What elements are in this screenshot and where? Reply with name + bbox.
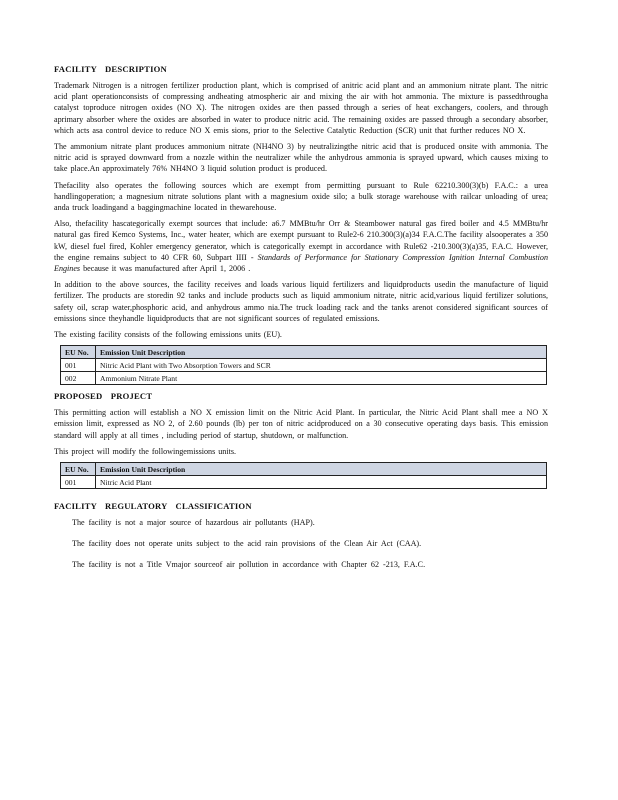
modified-units-table bbox=[60, 462, 547, 489]
document-page bbox=[54, 64, 548, 580]
facility-description-paragraph-2: The ammonium nitrate plant produces ammonium nitrate (NH4NO 3) by neutralizingthe nitric acid that is produced onsite with ammonia. The nitric acid is sprayed downward from a nozzle within the neutralizer while the anhydrous ammonia is sprayed upward, which causes mixing to take place.An approximately 76% NH4NO 3 liquid solution product is produced. bbox=[54, 142, 548, 174]
table-cell: 001 bbox=[61, 476, 96, 489]
list-item bbox=[54, 538, 548, 549]
table-row bbox=[61, 372, 547, 385]
facility-description-paragraph-4 bbox=[54, 218, 548, 274]
paragraph-4-italic: Standards of Performance for Stationary Compression Ignition Internal Combustion Engines bbox=[54, 252, 549, 274]
table-cell: Nitric Acid Plant with Two Absorption Towers and SCR bbox=[96, 359, 547, 372]
existing-units-table bbox=[60, 345, 547, 385]
list-item-text: The facility is not a major source of hazardous air pollutants (HAP). bbox=[72, 518, 315, 528]
table-cell: Nitric Acid Plant bbox=[96, 476, 547, 489]
list-item bbox=[54, 517, 548, 528]
paragraph-4-text: Also, thefacility hascategorically exempt sources that include: a6.7 MMBtu/hr Orr & Steambower natural gas fired boiler and 4.5 MMBtu/hr natural gas fired Kemco Systems, Inc., water heater, which are exempt pursuant to Rule2-6 210.300(3)(a)34 F.A.C.The facility alsooperates a 350 kW, diesel fuel fired, Kohler emergency generator, which is categorically exempt in accordance with Rule62 -210.300(3)(a)35, F.A.C. However, the engine remains subject to 40 CFR 60, Subpart IIII - bbox=[54, 219, 548, 262]
proposed-project-heading: PROPOSED PROJECT bbox=[54, 391, 153, 402]
table-cell: Ammonium Nitrate Plant bbox=[96, 372, 547, 385]
column-header: Emission Unit Description bbox=[96, 463, 547, 476]
table-row bbox=[61, 359, 547, 372]
facility-description-paragraph-6: The existing facility consists of the following emissions units (EU). bbox=[54, 330, 282, 340]
table-cell: 001 bbox=[61, 359, 96, 372]
regulatory-classification-list bbox=[54, 517, 548, 570]
regulatory-classification-heading: FACILITY REGULATORY CLASSIFICATION bbox=[54, 501, 252, 512]
table-header-row bbox=[61, 346, 547, 359]
list-item-text: The facility does not operate units subject to the acid rain provisions of the Clean Air Act (CAA). bbox=[72, 539, 422, 549]
proposed-project-paragraph-2: This project will modify the followingemissions units. bbox=[54, 446, 237, 456]
table-header-row bbox=[61, 463, 547, 476]
list-item-text: The facility is not a Title Vmajor sourceof air pollution in accordance with Chapter 62 -213, F.A.C. bbox=[72, 560, 426, 570]
column-header: EU No. bbox=[61, 346, 96, 359]
column-header: EU No. bbox=[61, 463, 96, 476]
list-item bbox=[54, 559, 548, 570]
table-row bbox=[61, 476, 547, 489]
column-header: Emission Unit Description bbox=[96, 346, 547, 359]
facility-description-paragraph-5: In addition to the above sources, the facility receives and loads various liquid fertilizers and liquidproducts usedin the manufacture of liquid fertilizer. The products are storedin 92 tanks and include products such as liquid ammonium nitrate, nitric acid,various liquid fertilizer solutions, safety oil, scrap water,phosphoric acid, and anhydrous ammo nia.The truck loading rack and the tanks arenot considered significant sources of emissions since theyhandle liquidproducts that are not significant sources of regulated emissions. bbox=[54, 280, 548, 323]
bullet-icon bbox=[54, 517, 72, 528]
paragraph-4-tail: because it was manufactured after April 1, 2006 . bbox=[83, 264, 251, 274]
proposed-project-paragraph-1: This permitting action will establish a NO X emission limit on the Nitric Acid Plant. In particular, the Nitric Acid Plant shall mee a NO X emission limit, expressed as NO 2, of 2.60 pounds (lb) per ton of nitric acidproduced on a 30 consecutive operating days basis. This emission standard will apply at all times , including period of startup, shutdown, or malfunction. bbox=[54, 408, 548, 440]
facility-description-paragraph-3: Thefacility also operates the following sources which are exempt from permitting pursuant to Rule 62210.300(3)(b) F.A.C.: a urea handlingoperation; a magnesium nitrate solutions plant with a magnesium oxide silo; a bulk storage warehouse with railcar unloading of urea; anda truck loadingand a baggingmachine located in thewarehouse. bbox=[54, 180, 548, 213]
table-cell: 002 bbox=[61, 372, 96, 385]
bullet-icon bbox=[54, 538, 72, 549]
facility-description-paragraph-1: Trademark Nitrogen is a nitrogen fertilizer production plant, which is comprised of anitric acid plant and an ammonium nitrate plant. The nitric acid plant operationconsists of compressing andheating atmospheric air and mixing the air with hot ammonia. The mixture is passedthrougha catalyst toproduce nitrogen oxides (NO X). The nitrogen oxides are then passed through a series of heat exchangers, coolers, and through aprimary absorber where the oxides are absorbed in water to produce nitric acid. The remaining oxides are passed through a secondary absorber, which acts asa control device to reduce NO X emis sions, prior to the Selective Catalytic Reduction (SCR) unit that further reduces NO X. bbox=[54, 81, 548, 135]
bullet-icon bbox=[54, 559, 72, 570]
facility-description-heading: FACILITY DESCRIPTION bbox=[54, 64, 167, 74]
